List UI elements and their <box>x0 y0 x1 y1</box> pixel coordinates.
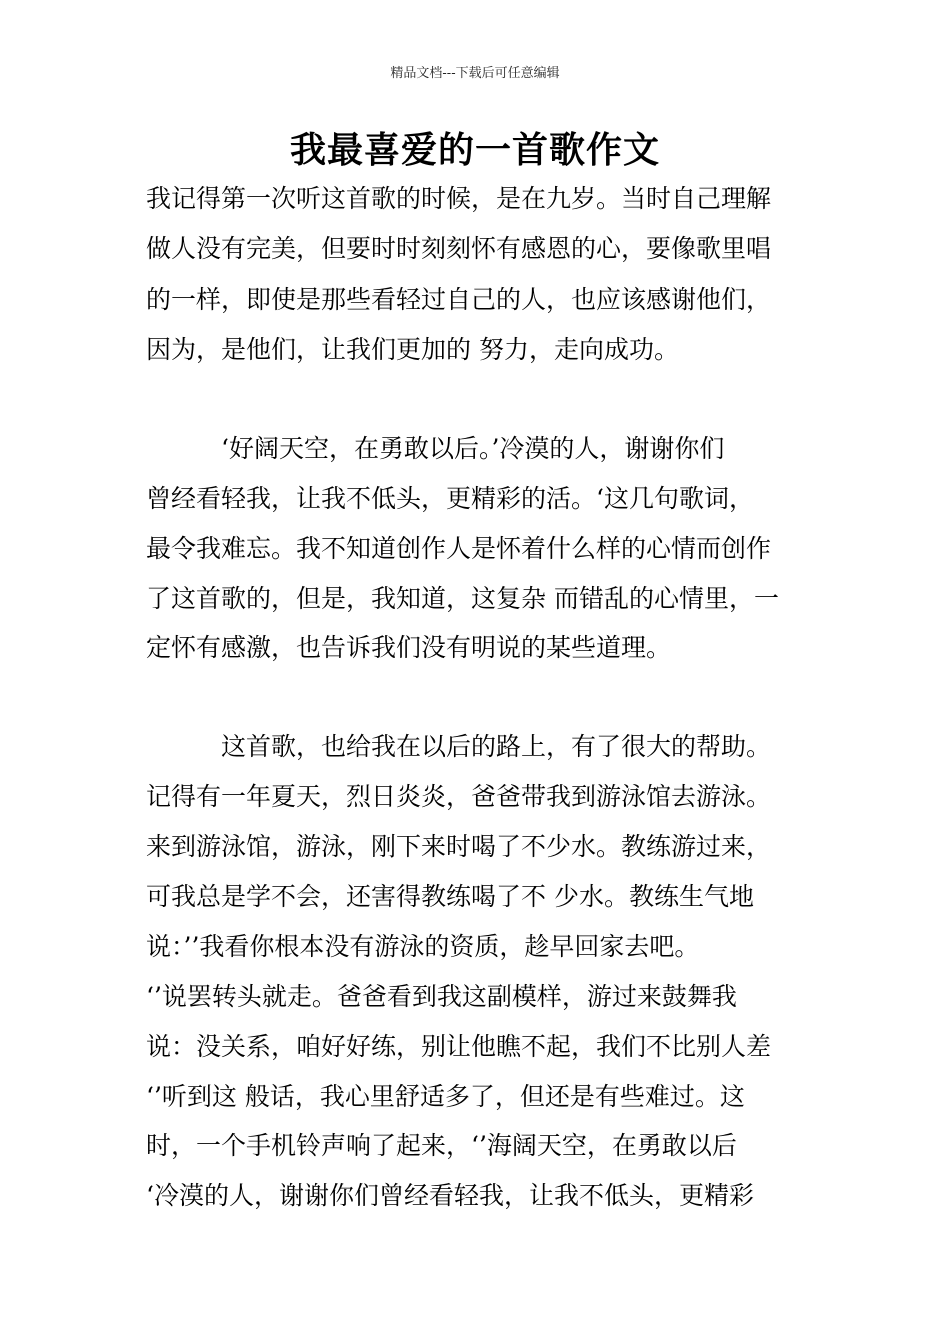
text-line: 的一样，即使是那些看轻过自己的人，也应该感谢他们， <box>146 285 772 314</box>
text-line: ‘’听到这 般话，我心里舒适多了，但还是有些难过。这 <box>146 1082 745 1111</box>
text-line: ‘’说罢转头就走。爸爸看到我这副模样，游过来鼓舞我 <box>146 982 737 1011</box>
text-line: 来到游泳馆，游泳，刚下来时喝了不少水。教练游过来， <box>146 832 772 861</box>
text-line: ‘冷漠的人，谢谢你们曾经看轻我，让我不低头，更精彩 <box>146 1181 754 1210</box>
page-title: 我最喜爱的一首歌作文 <box>289 130 660 171</box>
text-line: 曾经看轻我，让我不低头，更精彩的活。‘这几句歌词， <box>146 484 754 513</box>
text-line: 记得有一年夏天，烈日炎炎，爸爸带我到游泳馆去游泳。 <box>146 782 772 811</box>
text-line: 说：没关系，咱好好练，别让他瞧不起，我们不比别人差 <box>146 1032 772 1061</box>
text-line: 因为，是他们，让我们更加的 努力，走向成功。 <box>146 335 679 364</box>
text-line: 时，一个手机铃声响了起来，‘’海阔天空，在勇敢以后 <box>146 1131 737 1160</box>
text-line: 最令我难忘。我不知道创作人是怀着什么样的心情而创作 <box>146 534 772 563</box>
text-line: 做人没有完美，但要时时刻刻怀有感恩的心，要像歌里唱 <box>146 234 772 263</box>
text-line: 这首歌，也给我在以后的路上，有了很大的帮助。 <box>146 732 772 761</box>
text-line: 说：’’我看你根本没有游泳的资质，趁早回家去吧。 <box>146 932 700 961</box>
text-line: 定怀有感激，也告诉我们没有明说的某些道理。 <box>146 633 672 662</box>
header-note: 精品文档---下载后可任意编辑 <box>390 66 560 81</box>
text-line: ‘好阔天空，在勇敢以后。’冷漠的人，谢谢你们 <box>146 434 725 463</box>
text-line: 我记得第一次听这首歌的时候，是在九岁。当时自己理解 <box>146 184 772 213</box>
text-line: 了这首歌的，但是，我知道，这复杂 而错乱的心情里，一 <box>146 584 779 613</box>
text-line: 可我总是学不会，还害得教练喝了不 少水。教练生气地 <box>146 882 754 911</box>
